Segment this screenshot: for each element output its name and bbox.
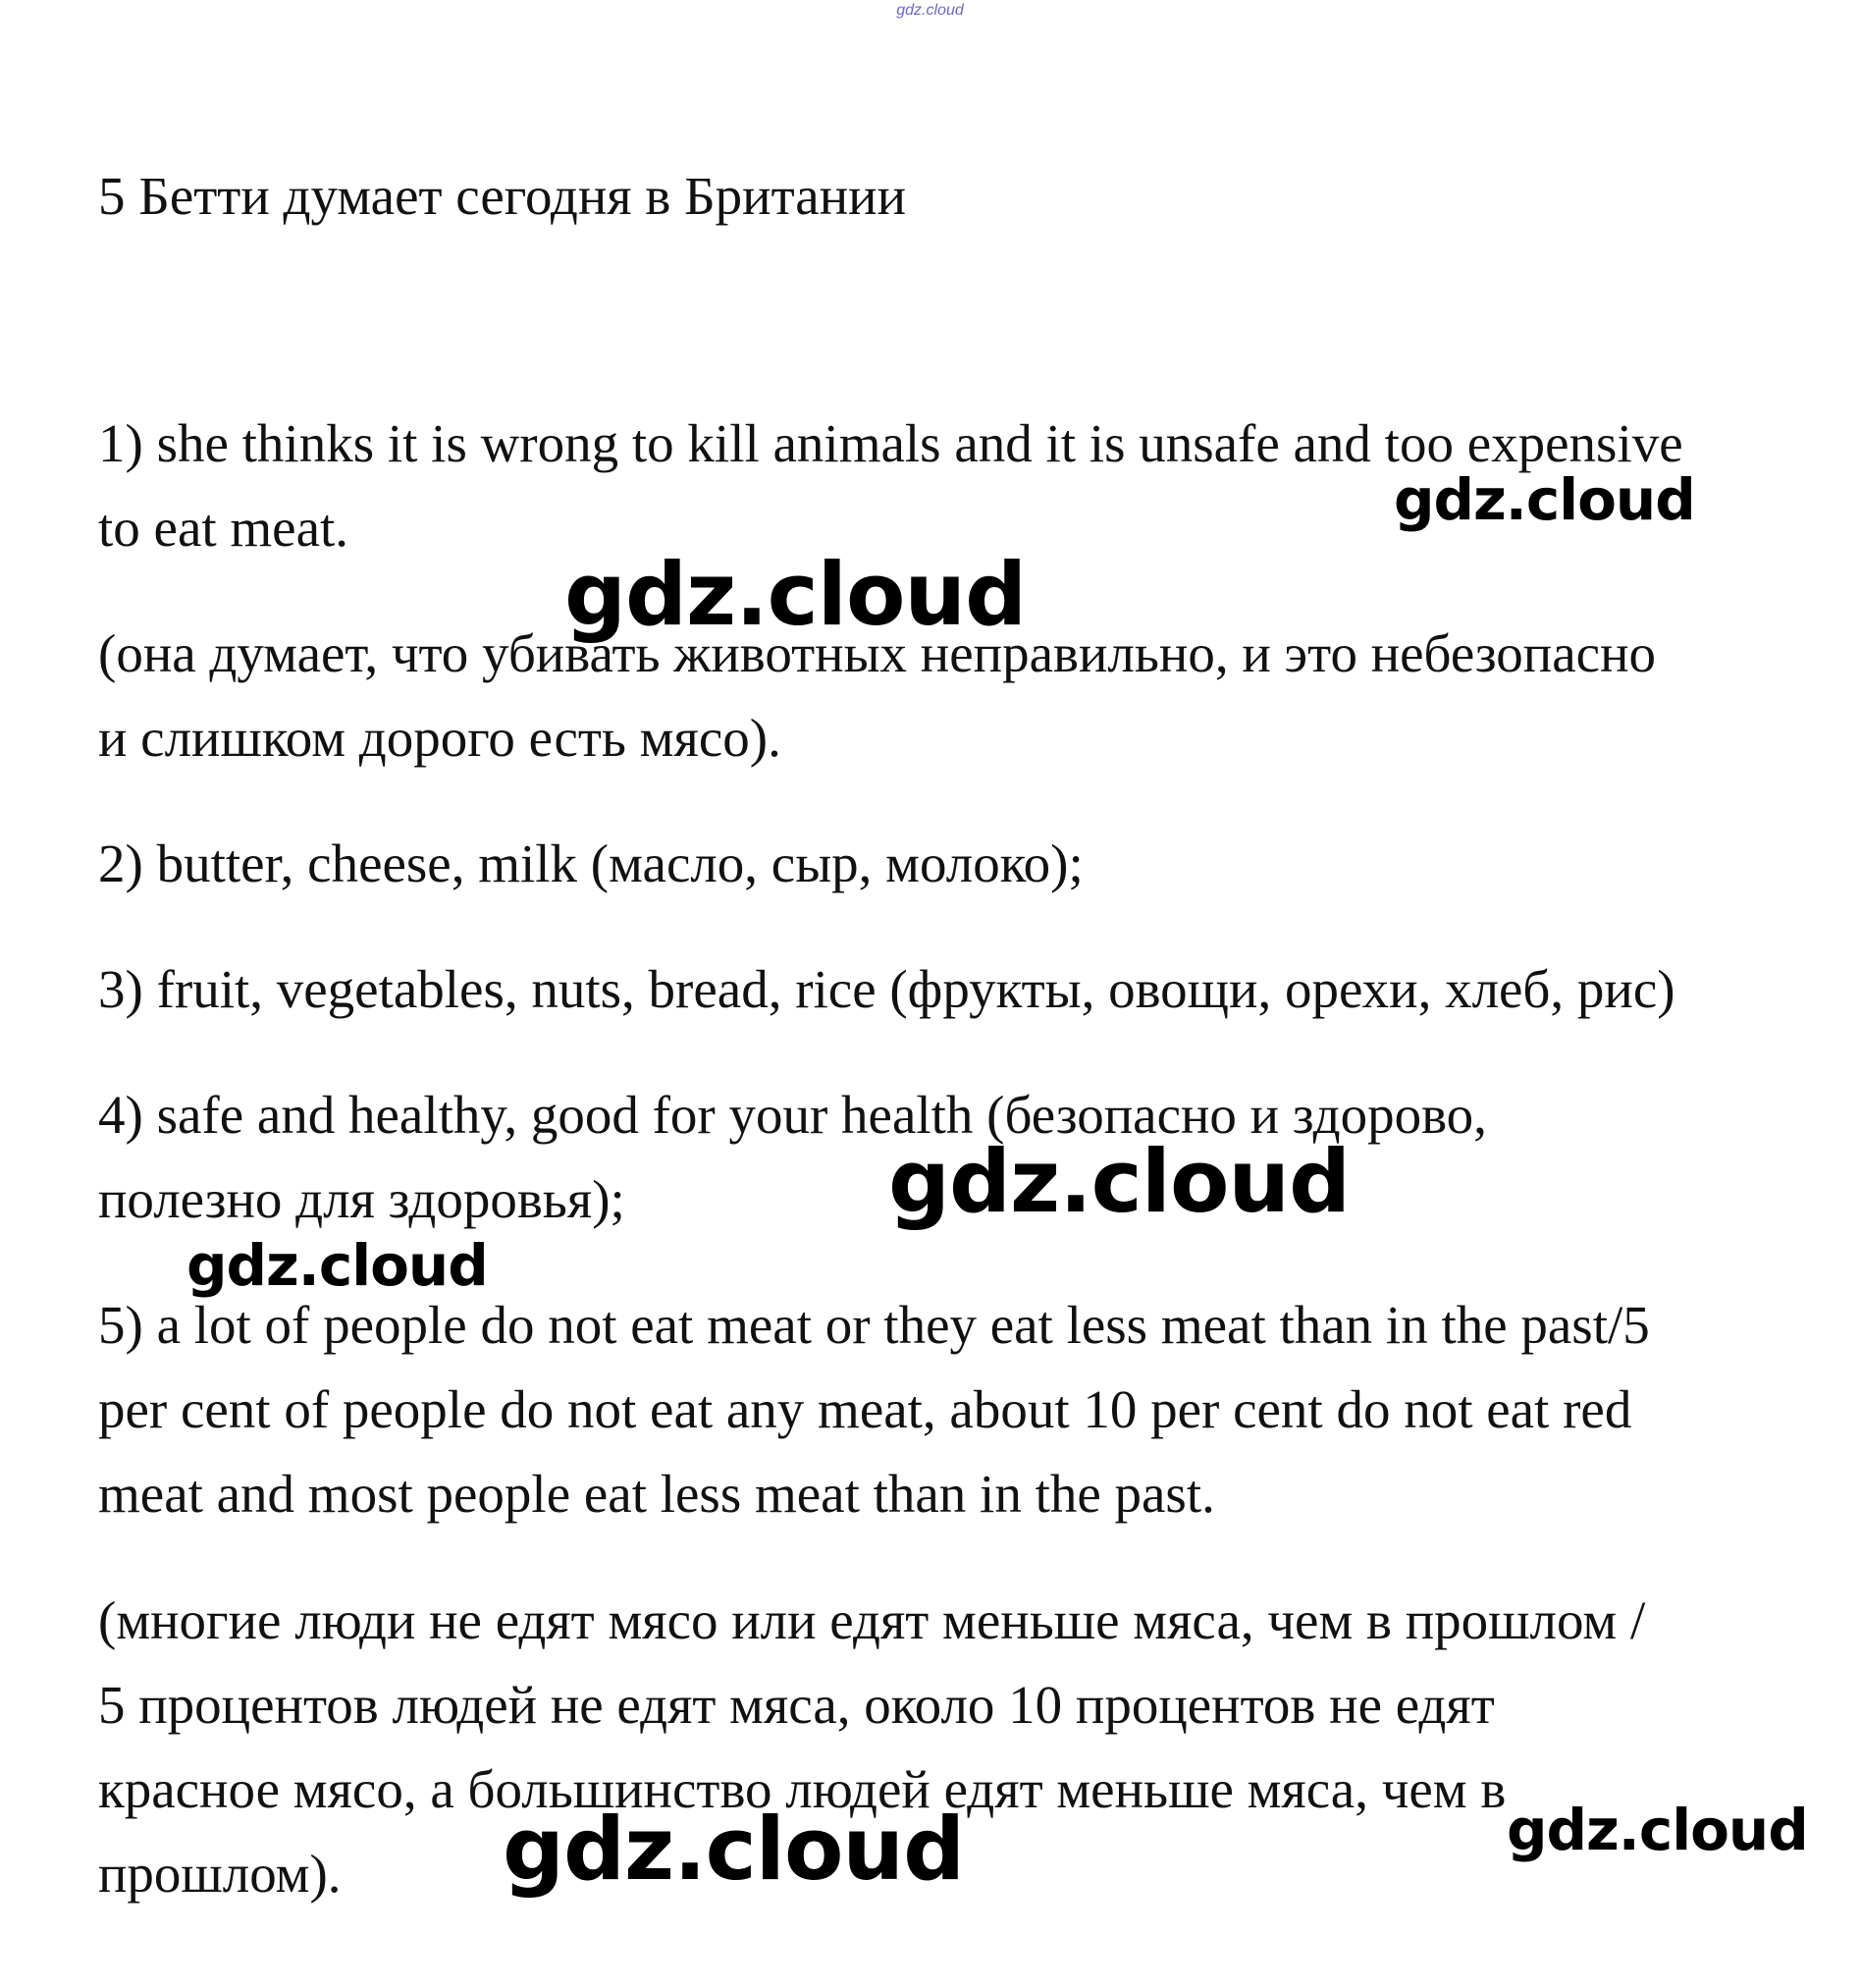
answer-2-line-1: 2) butter, cheese, milk (масло, сыр, молоко);	[98, 833, 1084, 893]
answer-3-line-1: 3) fruit, vegetables, nuts, bread, rice (фрукты, овощи, орехи, хлеб, рис)	[98, 959, 1675, 1019]
watermark: gdz.cloud	[1394, 466, 1695, 533]
answer-5-translation-line-1: (многие люди не едят мясо или едят меньше мяса, чем в прошлом /	[98, 1590, 1646, 1650]
answer-5-translation-line-4: прошлом).	[98, 1844, 342, 1904]
answer-5-line-3: meat and most people eat less meat than in the past.	[98, 1464, 1215, 1524]
answer-1-line-2: to eat meat.	[98, 498, 349, 558]
watermark: gdz.cloud	[564, 544, 1027, 645]
answer-5-line-2: per cent of people do not eat any meat, about 10 per cent do not eat red	[98, 1379, 1632, 1439]
answer-5-line-1: 5) a lot of people do not eat meat or they eat less meat than in the past/5	[98, 1295, 1650, 1355]
answer-1-translation-line-2: и слишком дорого есть мясо).	[98, 708, 781, 768]
answer-5-translation-line-3: красное мясо, а большинство людей едят меньше мяса, чем в	[98, 1759, 1507, 1819]
site-mark: gdz.cloud	[896, 2, 964, 19]
watermark: gdz.cloud	[186, 1232, 488, 1299]
watermark: gdz.cloud	[1507, 1797, 1808, 1863]
answer-1-translation-line-1: (она думает, что убивать животных неправильно, и это небезопасно	[98, 623, 1656, 683]
answer-5-translation-line-2: 5 процентов людей не едят мяса, около 10 процентов не едят	[98, 1675, 1495, 1735]
answer-1-line-1: 1) she thinks it is wrong to kill animals and it is unsafe and too expensive	[98, 413, 1683, 473]
page-title: 5 Бетти думает сегодня в Британии	[98, 166, 907, 226]
watermark: gdz.cloud	[503, 1799, 965, 1900]
watermark: gdz.cloud	[888, 1131, 1351, 1232]
answer-4-line-1: 4) safe and healthy, good for your health (безопасно и здорово,	[98, 1085, 1487, 1145]
answer-4-line-2: полезно для здоровья);	[98, 1169, 625, 1229]
